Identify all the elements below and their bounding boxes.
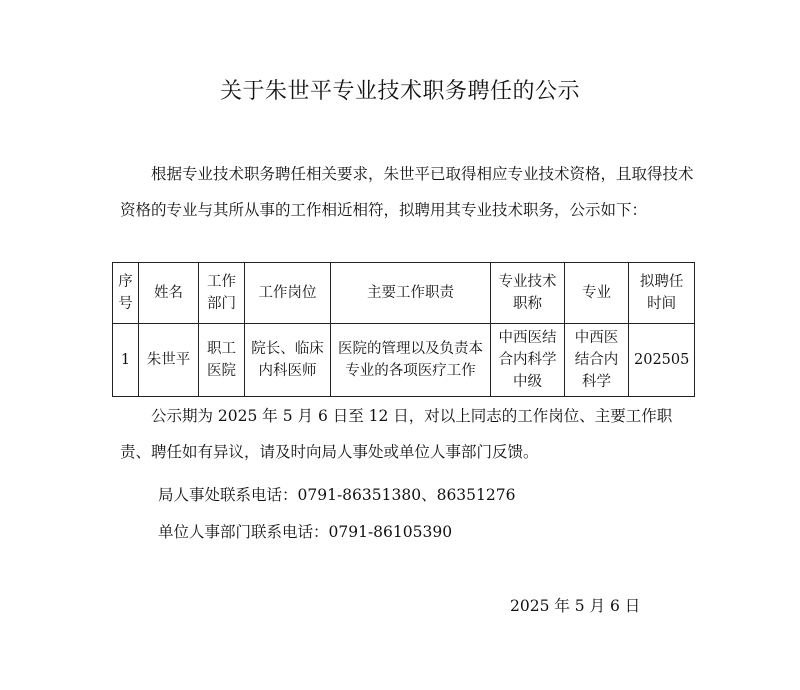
cell-title: 中西医结合内科学中级 (491, 324, 565, 397)
header-appointment-time: 拟聘任时间 (629, 263, 695, 324)
header-position: 工作岗位 (245, 263, 331, 324)
notice-paragraph: 公示期为 2025 年 5 月 6 日至 12 日，对以上同志的工作岗位、主要工作职责、聘任如有异议，请及时向局人事处或单位人事部门反馈。 (120, 407, 673, 461)
appointment-table (112, 262, 695, 397)
cell-appointment-time: 202505 (629, 324, 695, 397)
cell-department: 职工医院 (199, 324, 245, 397)
header-specialty: 专业 (565, 263, 629, 324)
header-title: 专业技术职称 (491, 263, 565, 324)
table-row (113, 324, 695, 397)
cell-name: 朱世平 (139, 324, 199, 397)
cell-index: 1 (113, 324, 139, 397)
notice-date: 2025 年 5 月 6 日 (510, 597, 641, 615)
header-index: 序号 (113, 263, 139, 324)
bureau-contact-phone: 局人事处联系电话：0791-86351380、86351276 (158, 486, 516, 504)
table-header-row (113, 263, 695, 324)
page-title: 关于朱世平专业技术职务聘任的公示 (219, 79, 580, 104)
header-duties: 主要工作职责 (331, 263, 491, 324)
unit-contact-phone: 单位人事部门联系电话：0791-86105390 (158, 523, 453, 541)
cell-duties: 医院的管理以及负责本专业的各项医疗工作 (331, 324, 491, 397)
header-name: 姓名 (139, 263, 199, 324)
header-department: 工作部门 (199, 263, 245, 324)
cell-position: 院长、临床内科医师 (245, 324, 331, 397)
intro-paragraph: 根据专业技术职务聘任相关要求，朱世平已取得相应专业技术资格，且取得技术资格的专业与其所从事的工作相近相符，拟聘用其专业技术职务，公示如下： (120, 165, 694, 219)
cell-specialty: 中西医结合内科学 (565, 324, 629, 397)
